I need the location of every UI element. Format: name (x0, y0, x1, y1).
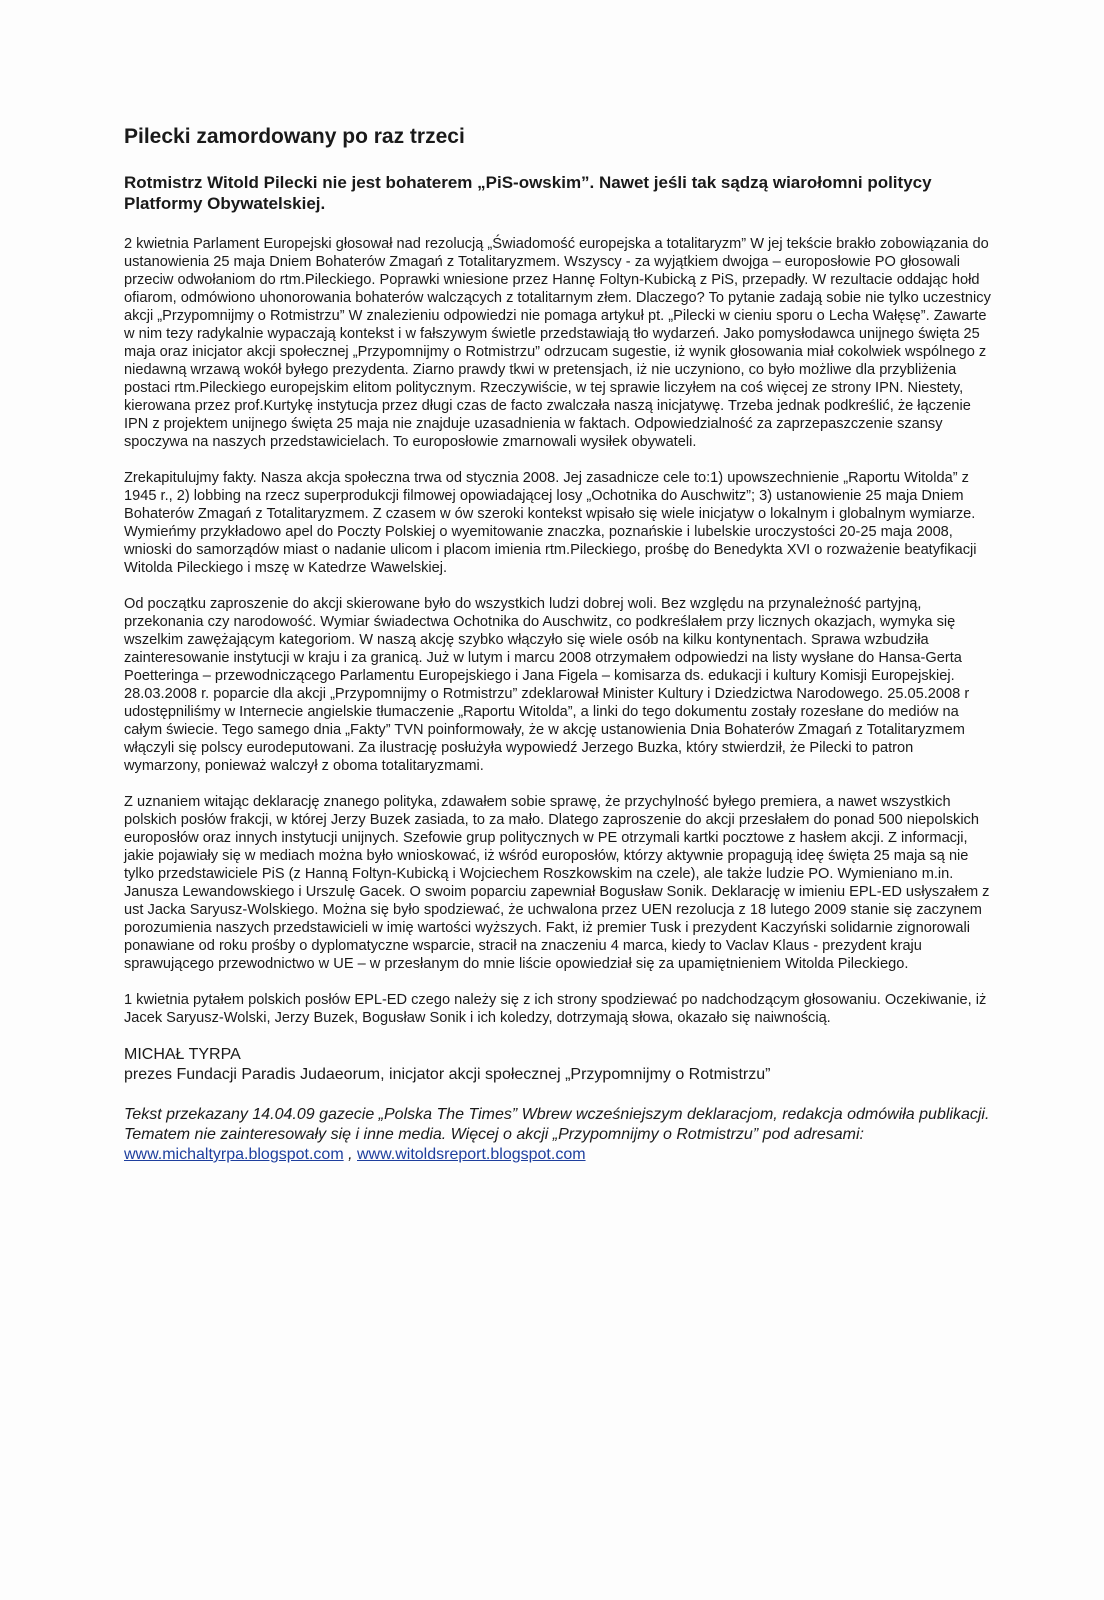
blog-link-michaltyrpa[interactable]: www.michaltyrpa.blogspot.com (124, 1146, 344, 1163)
publication-note (124, 1105, 994, 1165)
paragraph: 1 kwietnia pytałem polskich posłów EPL-ED czego należy się z ich strony spodziewać po nadchodzącym głosowaniu. Oczekiwanie, iż Jacek Saryusz-Wolski, Jerzy Buzek, Bogusław Sonik i ich koledzy, dotrzymają słowa, okazało się naiwnością. (124, 992, 987, 1026)
author-role: prezes Fundacji Paradis Judaeorum, inicjator akcji społecznej „Przypomnijmy o Rotmistrzu” (124, 1066, 771, 1083)
blog-link-witoldsreport[interactable]: www.witoldsreport.blogspot.com (357, 1146, 586, 1163)
paragraph: 2 kwietnia Parlament Europejski głosował nad rezolucją „Świadomość europejska a totalitaryzm” W jej tekście brakło zobowiązania do ustanowienia 25 maja Dniem Bohaterów Zmagań z Totalitaryzmem. Wszyscy - za wyjątkiem dwojga – europosłowie PO głosowali przeciw odwołaniom do rtm.Pileckiego. Poprawki wniesione przez Hannę Foltyn-Kubicką z PiS, przepadły. W rezultacie oddając hołd ofiarom, odmówiono uhonorowania bohaterów walczących z totalitarnym złem. Dlaczego? To pytanie zadają sobie nie tylko uczestnicy akcji „Przypomnijmy o Rotmistrzu” W znalezieniu odpowiedzi nie pomaga artykuł pt. „Pilecki w cieniu sporu o Lecha Wałęsę”. Zawarte w nim tezy radykalnie wypaczają kontekst i w fałszywym świetle przedstawiają tło wydarzeń. Jako pomysłodawca unijnego święta 25 maja oraz inicjator akcji społecznej „Przypomnijmy o Rotmistrzu” odrzucam sugestie, iż wynik głosowania miał cokolwiek wspólnego z niedawną wrzawą wokół byłego prezydenta. Ziarno prawdy tkwi w pretensjach, iż nie uczyniono, co było możliwe dla przybliżenia postaci rtm.Pileckiego europejskim elitom politycznym. Rzeczywiście, w tej sprawie liczyłem na coś więcej ze strony IPN. Niestety, kierowana przez prof.Kurtykę instytucja przez długi czas de facto zwalczała naszą inicjatywę. Trzeba jednak podkreślić, że łączenie IPN z projektem unijnego święta 25 maja nie znajduje uzasadnienia w faktach. Odpowiedzialność za zaprzepaszczenie szansy spoczywa na naszych przedstawicielach. To europosłowie zmarnowali wysiłek obywateli. (124, 236, 991, 450)
document-subtitle: Rotmistrz Witold Pilecki nie jest bohaterem „PiS-owskim”. Nawet jeśli tak sądzą wiarołomni politycy Platformy Obywatelskiej. (124, 173, 932, 213)
link-separator: , (348, 1146, 353, 1163)
document-title: Pilecki zamordowany po raz trzeci (124, 125, 465, 148)
publication-note-text: Tekst przekazany 14.04.09 gazecie „Polska The Times” Wbrew wcześniejszym deklaracjom, redakcja odmówiła publikacji. Tematem nie zainteresowały się i inne media. Więcej o akcji „Przypomnijmy o Rotmistrzu” pod adresami: (124, 1106, 990, 1143)
paragraph: Z uznaniem witając deklarację znanego polityka, zdawałem sobie sprawę, że przychylność byłego premiera, a nawet wszystkich polskich posłów frakcji, w której Jerzy Buzek zasiada, to za mało. Dlatego zaproszenie do akcji przesłałem do ponad 500 niepolskich europosłów oraz innych instytucji unijnych. Szefowie grup politycznych w PE otrzymali kartki pocztowe z hasłem akcji. Z informacji, jakie pojawiały się w mediach można było wnioskować, iż wśród europosłów, którzy aktywnie propagują ideę święta 25 maja są nie tylko przedstawiciele PiS (z Hanną Foltyn-Kubicką i Wojciechem Roszkowskim na czele), ale także ludzie PO. Wymieniano m.in. Janusza Lewandowskiego i Urszulę Gacek. O swoim poparciu zapewniał Bogusław Sonik. Deklarację w imieniu EPL-ED usłyszałem z ust Jacka Saryusz-Wolskiego. Można się było spodziewać, że uchwalona przez UEN rezolucja z 18 lutego 2009 stanie się zaczynem porozumienia naszych przedstawicieli w imię wartości wyższych. Fakt, iż premier Tusk i prezydent Kaczyński solidarnie zignorowali ponawiane od roku prośby o dyplomatyczne wsparcie, stracił na znaczeniu 4 marca, kiedy to Vaclav Klaus - prezydent kraju sprawującego przewodnictwo w UE – w przesłanym do mnie liście opowiedział się za upamiętnieniem Witolda Pileckiego. (124, 794, 990, 972)
paragraph: Od początku zaproszenie do akcji skierowane było do wszystkich ludzi dobrej woli. Bez względu na przynależność partyjną, przekonania czy narodowość. Wymiar świadectwa Ochotnika do Auschwitz, co podkreślałem przy licznych okazjach, wymyka się wszelkim zawężającym kategoriom. W naszą akcję szybko włączyło się wiele osób na kilku kontynentach. Sprawa wzbudziła zainteresowanie instytucji w kraju i za granicą. Już w lutym i marcu 2008 otrzymałem odpowiedzi na listy wysłane do Hansa-Gerta Poetteringa – przewodniczącego Parlamentu Europejskiego i Jana Figela – komisarza ds. edukacji i kultury Komisji Europejskiej. 28.03.2008 r. poparcie dla akcji „Przypomnijmy o Rotmistrzu” zdeklarował Minister Kultury i Dziedzictwa Narodowego. 25.05.2008 r udostępniliśmy w Internecie angielskie tłumaczenie „Raportu Witolda”, a linki do tego dokumentu zostały rozesłane do mediów na całym świecie. Tego samego dnia „Fakty” TVN poinformowały, że w akcję ustanowienia Dnia Bohaterów Zmagań z Totalitaryzmem włączyli się polscy eurodeputowani. Za ilustrację posłużyła wypowiedź Jerzego Buzka, który stwierdził, że Pilecki to patron wymarzony, ponieważ walczył z oboma totalitaryzmami. (124, 596, 970, 774)
author-name: MICHAŁ TYRPA (124, 1046, 241, 1063)
paragraph: Zrekapitulujmy fakty. Nasza akcja społeczna trwa od stycznia 2008. Jej zasadnicze cele to:1) upowszechnienie „Raportu Witolda” z 1945 r., 2) lobbing na rzecz superprodukcji filmowej opowiadającej losy „Ochotnika do Auschwitz”; 3) ustanowienie 25 maja Dniem Bohaterów Zmagań z Totalitaryzmem. Z czasem w ów szeroki kontekst wpisało się wiele inicjatyw o lokalnym i globalnym wymiarze. Wymieńmy przykładowo apel do Poczty Polskiej o wyemitowanie znaczka, poznańskie i lubelskie uroczystości 20-25 maja 2008, wnioski do samorządów miast o nadanie ulicom i placom imienia rtm.Pileckiego, prośbę do Benedykta XVI o rozważenie beatyfikacji Witolda Pileckiego i mszę w Katedrze Wawelskiej. (124, 470, 977, 576)
document-content (124, 124, 994, 1165)
